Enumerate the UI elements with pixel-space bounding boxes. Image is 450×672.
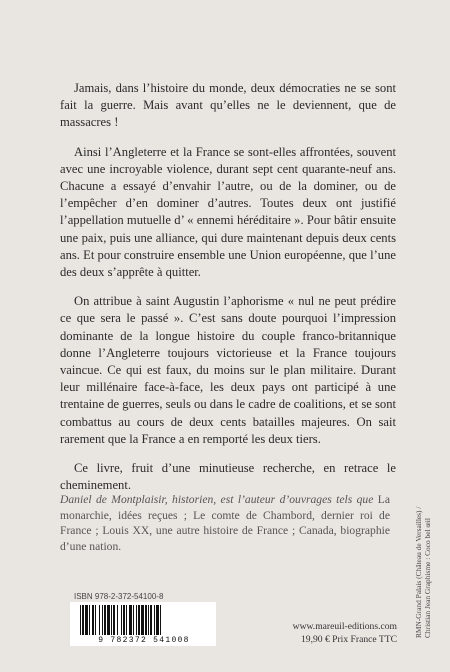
blurb-text — [60, 80, 396, 506]
barcode-bar — [133, 605, 134, 635]
barcode-bar — [138, 605, 140, 635]
barcode-bar — [104, 605, 106, 635]
barcode-bar — [102, 605, 103, 635]
paragraph: Ce livre, fruit d’une minutieuse recherche, en retrace le cheminement. — [60, 461, 396, 493]
barcode-bar — [80, 605, 81, 635]
photo-credit-text: RMN-Grand Palais (Château de Versailles) / Christian Jean Graphisme : Coco bel œil — [414, 506, 432, 638]
barcode-bar — [156, 605, 159, 635]
barcode-bar — [148, 605, 149, 635]
barcode-bar — [121, 605, 122, 635]
barcode — [70, 602, 216, 646]
isbn-label: ISBN 978-2-372-54100-8 — [74, 592, 164, 601]
barcode-bar — [141, 605, 144, 635]
paragraph: On attribue à saint Augustin l’aphorisme « nul ne peut prédire ce que sera le passé ». C’est sans doute pourquoi l’impression dominante de la longue histoire du couple franco-britannique donne l’Angleterre toujours victorieuse et la France toujours vaincue. Ce qui est faux, du moins sur le plan militaire. Durant leur millénaire face-à-face, les deux pays ont participé à une trentaine de guerres, seuls ou dans le cadre de coalitions, et se sont combattus au cours de deux cents batailles majeures. On sait rarement que la France a en remporté les deux tiers. — [60, 294, 396, 446]
barcode-bar — [123, 605, 125, 635]
barcode-bar — [145, 605, 147, 635]
price: 19,90 € Prix France TTC — [300, 634, 397, 645]
barcode-bar — [99, 605, 100, 635]
barcode-bars — [80, 605, 206, 637]
photo-credit — [414, 488, 432, 638]
barcode-bar — [150, 605, 152, 635]
barcode-bar — [126, 605, 127, 635]
paragraph: Ainsi l’Angleterre et la France se sont-elles affrontées, souvent avec une incroyable violence, durant sept cent quarante-neuf ans. Chacune a essayé d’envahir l’autre, ou de la dominer, ou de l’empêcher d’en dominer d’autres. Toutes deux ont justifié l’appellation mutuelle d’ « ennemi héréditaire ». Pour bâtir ensuite une paix, puis une alliance, qui dure maintenant depuis deux cents ans. Et pour construire ensemble une Union européenne, que l’une des deux s’apprête à quitter. — [60, 144, 396, 280]
barcode-bar — [136, 605, 137, 635]
barcode-bar — [117, 605, 118, 635]
barcode-bar — [129, 605, 132, 635]
barcode-bar — [113, 605, 115, 635]
barcode-bar — [82, 605, 84, 635]
barcode-bar — [89, 605, 90, 635]
barcode-bar — [107, 605, 110, 635]
author-note — [60, 492, 390, 554]
barcode-bar — [154, 605, 155, 635]
barcode-bar — [160, 605, 161, 635]
barcode-bar — [95, 605, 96, 635]
publisher-website[interactable]: www.mareuil-editions.com — [292, 621, 397, 632]
barcode-digits: 9 782372 541008 — [98, 636, 190, 645]
author-intro: Daniel de Montplaisir, historien, est l’auteur d’ouvrages tels que — [60, 493, 374, 506]
author-works: La monarchie, idées reçues ; Le comte de Chambord, dernier roi de France ; Louis XX, une autre histoire de France ; Canada, biographie d’une nation. — [60, 493, 391, 553]
barcode-bar — [111, 605, 112, 635]
publisher-info — [293, 620, 397, 646]
barcode-bar — [85, 605, 88, 635]
paragraph: Jamais, dans l’histoire du monde, deux démocraties ne se sont fait la guerre. Mais avant qu’elles ne le deviennent, que de massacres ! — [60, 81, 396, 130]
barcode-bar — [92, 605, 94, 635]
